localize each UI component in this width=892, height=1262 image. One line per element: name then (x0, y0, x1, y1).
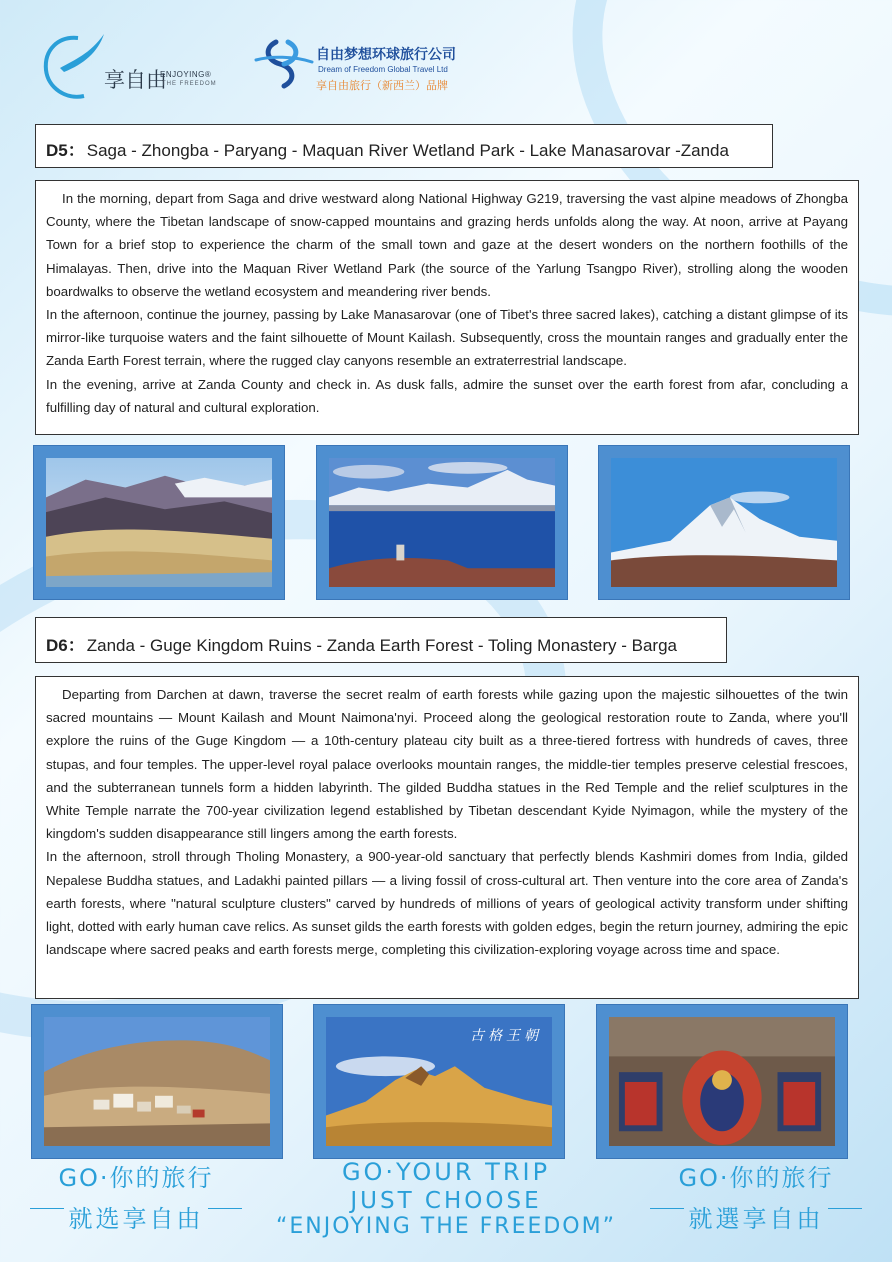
dream-of-freedom-logo[interactable] (254, 38, 494, 98)
slogan-right-line1: GO·你的旅行 (678, 1164, 834, 1192)
day6-title: Zanda - Guge Kingdom Ruins - Zanda Earth Forest - Toling Monastery - Barga (86, 636, 677, 655)
enjoying-freedom-logo[interactable] (40, 30, 230, 102)
day5-photo-mount-kailash[interactable] (598, 445, 850, 600)
day5-photo-lake-manasarovar[interactable] (316, 445, 568, 600)
day6-label: D6： (46, 636, 85, 655)
slogan-right-line2: 就選享自由 (688, 1205, 824, 1233)
slogan-center-line3: “ENJOYING THE FREEDOM” (275, 1214, 617, 1239)
logo-english-name: ENJOYING® (160, 70, 212, 79)
slogan-left-line1: GO·你的旅行 (58, 1164, 214, 1192)
day6-description (35, 676, 859, 999)
header (0, 0, 892, 110)
day6-photo-fresco[interactable] (596, 1004, 848, 1159)
slogan-right (650, 1158, 862, 1234)
day5-paragraph: In the afternoon, continue the journey, passing by Lake Manasarovar (one of Tibet's three sacred lakes), catching a distant glimpse of its mirror-like turquoise waters and the faint silhouette of Mount Kailash. Subsequently, cross the mountain ranges and gradually enter the Zanda Earth Forest terrain, where the rugged clay canyons resemble an extraterrestrial landscape. (46, 307, 848, 369)
slogan-left (30, 1158, 242, 1234)
swoosh-logo-icon (40, 30, 110, 102)
day5-paragraph: In the evening, arrive at Zanda County and check in. As dusk falls, admire the sunset over the earth forest from afar, concluding a fulfilling day of natural and cultural exploration. (46, 376, 848, 415)
mount-kailash-image (611, 458, 837, 587)
day5-description (35, 180, 859, 435)
slogan-center (262, 1158, 630, 1239)
day6-paragraph: In the afternoon, stroll through Tholing Monastery, a 900-year-old sanctuary that perfectly blends Kashmiri domes from India, gilded Nepalese Buddha statues, and Ladakhi painted pillars — a living fossil of cross-cultural art. Then venture into the core area of Zanda's earth forests, where "natural sculpture clusters" carved by hundreds of millions of years of geological activity transform under shifting light, dotted with early human cave relics. As sunset gilds the earth forests with golden edges, begin the return journey, admiring the epic landscape where sacred peaks and earth forests merge, completing this civilization-exploring voyage across time and space. (46, 849, 848, 958)
slogan-divider (208, 1208, 242, 1209)
slogan-left-line2: 就选享自由 (68, 1205, 204, 1233)
sacred-lake-image (329, 458, 555, 587)
slogan-divider (30, 1208, 64, 1209)
ribbon-logo-icon (254, 38, 314, 90)
slogan-center-line1: GO·YOUR TRIP (341, 1158, 551, 1186)
logo-chinese-name: 享自由 (104, 68, 167, 92)
slogan-divider (650, 1208, 684, 1209)
day6-photo-tholing-monastery[interactable] (31, 1004, 283, 1159)
temple-fresco-image (609, 1017, 835, 1146)
day6-paragraph: Departing from Darchen at dawn, traverse the secret realm of earth forests while gazing upon the majestic silhouettes of the twin sacred mountains — Mount Kailash and Mount Naimona'nyi. Proceed along the geological restoration route to Zanda, where you'll explore the ruins of the Guge Kingdom — a 10th-century plateau city built as a three-tiered fortress with hundreds of caves, three stupas, and four temples. The upper-level royal palace overlooks mountain ranges, the middle-tier temples preserve celestial frescoes, and the subterranean tunnels form a hidden labyrinth. The gilded Buddha statues in the Red Temple and the relief sculptures in the White Temple narrate the 700-year civilization legend established by Tibetan descendant Kyide Nyimagon, while the mystery of the kingdom's sudden disappearance still lingers among the earth forests. (46, 687, 848, 842)
slogan-divider (828, 1208, 862, 1209)
company-english-name: Dream of Freedom Global Travel Ltd (318, 65, 448, 74)
guge-kingdom-caption: 古格王朝 (470, 1028, 542, 1044)
day5-photo-desert-mountains[interactable] (33, 445, 285, 600)
day6-photo-guge-kingdom[interactable] (313, 1004, 565, 1159)
desert-mountains-image (46, 458, 272, 587)
monastery-hillside-image (44, 1017, 270, 1146)
day5-title: Saga - Zhongba - Paryang - Maquan River Wetland Park - Lake Manasarovar -Zanda (86, 141, 729, 160)
day5-title-box (35, 124, 773, 168)
day5-paragraph: In the morning, depart from Saga and drive westward along National Highway G219, traversing the vast alpine meadows of Zhongba County, where the Tibetan landscape of snow-capped mountains and grazing herds unfolds along the way. At noon, arrive at Payang Town for a brief stop to experience the charm of the small town and gaze at the desert wonders on the northern foothills of the Himalayas. Then, drive into the Maquan River Wetland Park (the source of the Yarlung Tsangpo River), strolling along the wooden boardwalks to observe the wetland ecosystem and meandering river bends. (46, 191, 848, 299)
logo-english-sub: THE FREEDOM (162, 81, 217, 87)
company-brand-note: 享自由旅行（新西兰）品牌 (316, 79, 448, 92)
day5-label: D5： (46, 141, 85, 160)
company-chinese-name: 自由梦想环球旅行公司 (316, 47, 456, 63)
slogan-center-line2: JUST CHOOSE (350, 1188, 542, 1214)
day6-title-box (35, 617, 727, 663)
